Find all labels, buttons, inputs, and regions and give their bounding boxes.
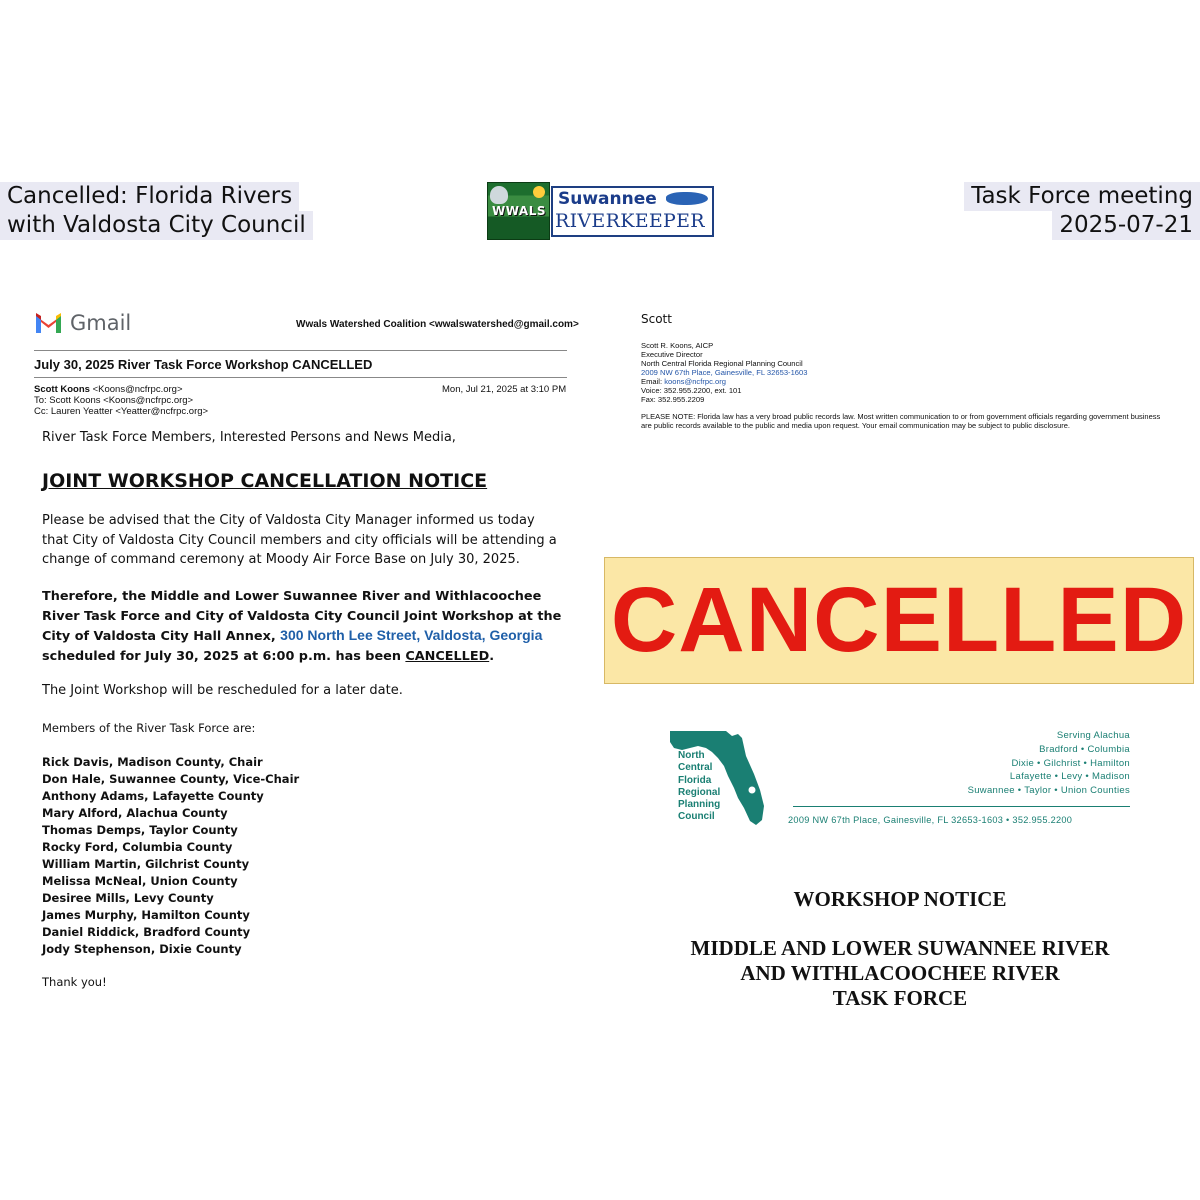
header-right-line1: Task Force meeting <box>964 182 1200 211</box>
header-right-line2: 2025-07-21 <box>1052 211 1200 240</box>
serving-line: Suwannee • Taylor • Union Counties <box>967 785 1130 797</box>
email-meta <box>34 384 208 417</box>
list-item: Daniel Riddick, Bradford County <box>42 925 251 939</box>
closing: Thank you! <box>42 975 107 989</box>
notice-title: JOINT WORKSHOP CANCELLATION NOTICE <box>42 470 488 492</box>
to-line: To: Scott Koons <Koons@ncfrpc.org> <box>34 395 194 406</box>
signature-full-name: Scott R. Koons, AICP <box>641 341 714 350</box>
list-item: James Murphy, Hamilton County <box>42 908 250 922</box>
greeting: River Task Force Members, Interested Persons and News Media, <box>42 430 456 445</box>
gmail-logo-icon <box>34 312 63 334</box>
cancelled-banner-text: CANCELLED <box>610 569 1188 671</box>
serving-line: Dixie • Gilchrist • Hamilton <box>1011 757 1130 769</box>
signature-block <box>641 341 807 404</box>
org-line: Planning <box>678 799 721 811</box>
signature-title: Executive Director <box>641 350 703 359</box>
header-left-line1: Cancelled: Florida Rivers <box>0 182 299 211</box>
para2-text-a: Therefore, the Middle and Lower Suwannee River and Withlacoochee River Task Force and City of Valdosta City Council Joint Workshop at the City of Valdosta City Hall Annex, <box>42 589 562 644</box>
header-caption-left <box>0 182 313 240</box>
subtitle-line: TASK FORCE <box>832 986 968 1010</box>
serving-line: Serving Alachua <box>1056 730 1130 741</box>
signature-voice: Voice: 352.955.2200, ext. 101 <box>641 386 742 395</box>
org-line: North <box>678 750 705 761</box>
signature-org: North Central Florida Regional Planning Council <box>641 359 803 368</box>
gmail-wordmark: Gmail <box>70 311 132 335</box>
signature-email-line <box>641 377 807 386</box>
from-name: Scott Koons <box>34 384 90 395</box>
org-line: Florida <box>678 774 712 786</box>
fish-icon <box>666 192 708 205</box>
email-subject: July 30, 2025 River Task Force Workshop CANCELLED <box>34 357 373 372</box>
address-link[interactable]: 300 North Lee Street, Valdosta, Georgia <box>280 627 543 643</box>
email-label: Email: <box>641 377 665 386</box>
signature-short-name: Scott <box>641 312 672 326</box>
riverkeeper-logo-line2: RIVERKEEPER <box>555 210 705 232</box>
signature-email-link[interactable]: koons@ncfrpc.org <box>664 377 726 386</box>
serving-line: Lafayette • Levy • Madison <box>1009 771 1130 783</box>
org-line: Council <box>678 811 715 823</box>
header-left-line2: with Valdosta City Council <box>0 211 313 240</box>
signature-address-link[interactable]: 2009 NW 67th Place, Gainesville, FL 32653-1603 <box>641 368 808 377</box>
counties-served <box>870 729 1130 798</box>
cc-line: Cc: Lauren Yeatter <Yeatter@ncfrpc.org> <box>34 406 209 417</box>
list-item: Desiree Mills, Levy County <box>42 891 214 905</box>
email-date: Mon, Jul 21, 2025 at 3:10 PM <box>442 384 567 395</box>
subtitle-line: MIDDLE AND LOWER SUWANNEE RIVER <box>690 936 1110 960</box>
public-records-note: PLEASE NOTE: Florida law has a very broad public records law. Most written communication to or from government officials regarding government business are public records available to the public and media upon request. Your email communication may be subject to public disclosure. <box>641 412 1161 430</box>
account-address: Wwals Watershed Coalition <wwalswatershed@gmail.com> <box>296 319 579 330</box>
para2-end: . <box>489 648 495 664</box>
list-item: Melissa McNeal, Union County <box>42 874 238 888</box>
sun-icon <box>533 186 545 198</box>
paragraph-advisory: Please be advised that the City of Valdosta City Manager informed us today that City of Valdosta City Council members and city officials will be attending a change of command ceremony at Moody Air Force Base on July 30, 2025. <box>42 513 557 567</box>
paragraph-cancellation <box>42 587 562 666</box>
cancelled-banner <box>604 557 1194 684</box>
members-heading: Members of the River Task Force are: <box>42 721 256 735</box>
list-item: William Martin, Gilchrist County <box>42 857 250 871</box>
divider <box>34 350 567 351</box>
letterhead-divider <box>793 806 1130 807</box>
list-item: Don Hale, Suwannee County, Vice-Chair <box>42 772 300 786</box>
para2-text-b: scheduled for July 30, 2025 at 6:00 p.m. has been <box>42 648 406 664</box>
list-item: Jody Stephenson, Dixie County <box>42 942 242 956</box>
heron-icon <box>490 186 508 204</box>
signature-fax: Fax: 352.955.2209 <box>641 395 705 404</box>
list-item: Anthony Adams, Lafayette County <box>42 789 264 803</box>
wwals-logo-text: WWALS <box>492 204 547 218</box>
paragraph-reschedule: The Joint Workshop will be rescheduled for a later date. <box>42 683 403 698</box>
serving-line: Bradford • Columbia <box>1039 743 1130 755</box>
letterhead-org-name <box>678 750 720 824</box>
wwals-logo <box>487 182 550 240</box>
workshop-notice-subtitle <box>600 936 1200 1011</box>
members-list <box>42 754 299 958</box>
header-caption-right <box>964 182 1200 240</box>
from-address: <Koons@ncfrpc.org> <box>89 384 183 395</box>
list-item: Mary Alford, Alachua County <box>42 806 228 820</box>
letterhead-address: 2009 NW 67th Place, Gainesville, FL 32653-1603 • 352.955.2200 <box>788 815 1073 825</box>
list-item: Rick Davis, Madison County, Chair <box>42 755 263 769</box>
cancelled-word: CANCELLED <box>405 648 490 664</box>
riverkeeper-logo <box>551 186 714 237</box>
list-item: Rocky Ford, Columbia County <box>42 840 233 854</box>
org-line: Regional <box>678 786 721 798</box>
divider <box>34 377 567 378</box>
list-item: Thomas Demps, Taylor County <box>42 823 238 837</box>
riverkeeper-logo-line1: Suwannee <box>558 189 657 209</box>
org-line: Central <box>678 762 713 774</box>
subtitle-line: AND WITHLACOOCHEE RIVER <box>740 961 1060 985</box>
workshop-notice-title: WORKSHOP NOTICE <box>793 887 1007 911</box>
